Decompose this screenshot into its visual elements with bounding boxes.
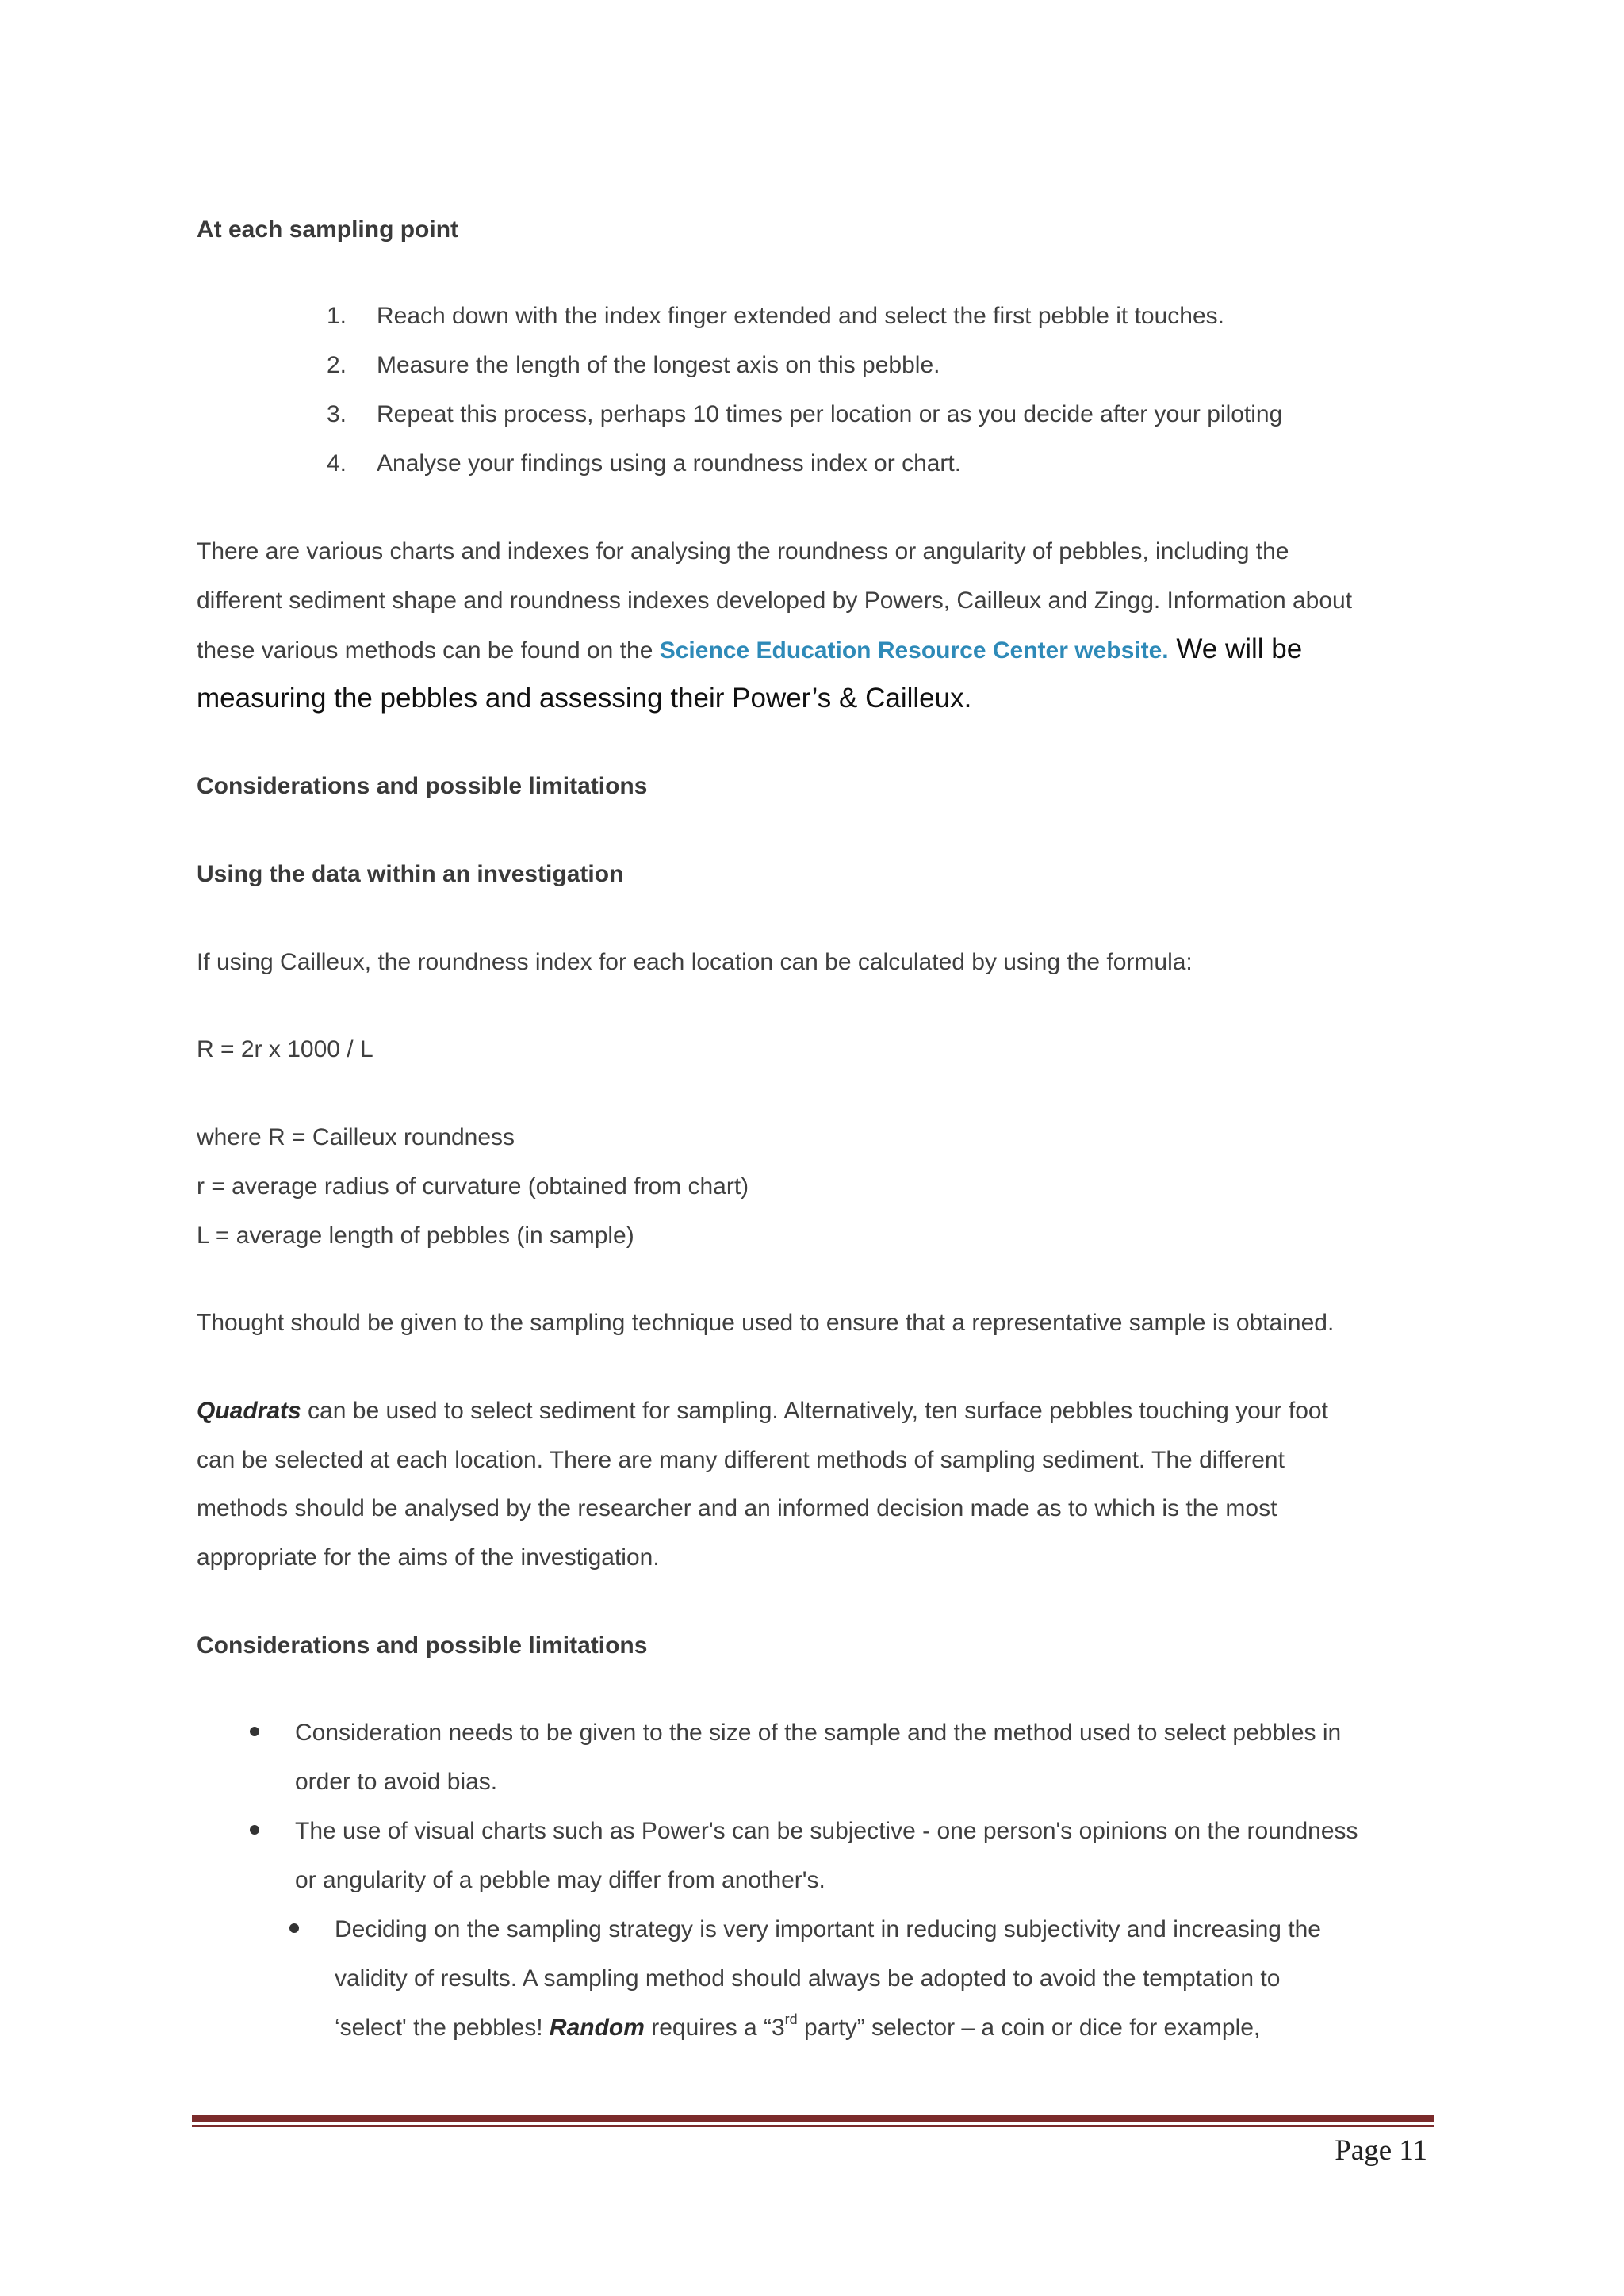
bullet-line: Deciding on the sampling strategy is very important in reducing subjectivity and increasing the — [335, 1916, 1321, 1942]
bullet-text: ‘select' the pebbles! — [335, 2015, 550, 2041]
page-number: Page 11 — [1335, 2134, 1427, 2167]
bullet-icon — [250, 1825, 259, 1835]
footer-rule-thin — [192, 2125, 1434, 2127]
step-number: 2. — [327, 352, 347, 378]
step-number: 3. — [327, 401, 347, 427]
emphasis-term: Quadrats — [197, 1398, 301, 1424]
step-text: Analyse your findings using a roundness index or chart. — [377, 450, 962, 476]
emphasis-term: Random — [549, 2015, 645, 2041]
definition-line: L = average length of pebbles (in sample) — [197, 1223, 634, 1249]
bullet-text: requires a “3 — [644, 2015, 785, 2041]
paragraph-text: We will be — [1168, 633, 1303, 664]
bullet-line: validity of results. A sampling method should always be adopted to avoid the temptation to — [335, 1965, 1281, 1992]
superscript: rd — [784, 2011, 798, 2027]
bullet-line: Consideration needs to be given to the size of the sample and the method used to select pebbles in — [295, 1720, 1342, 1746]
bullet-icon — [289, 1923, 299, 1933]
thought-line: Thought should be given to the sampling technique used to ensure that a representative sample is obtained. — [197, 1310, 1335, 1336]
heading-using-data: Using the data within an investigation — [197, 861, 624, 887]
paragraph-line: appropriate for the aims of the investigation. — [197, 1544, 660, 1571]
step-text: Measure the length of the longest axis on this pebble. — [377, 352, 940, 378]
serc-website-link[interactable]: Science Education Resource Center website. — [659, 637, 1169, 664]
step-number: 1. — [327, 303, 347, 329]
step-text: Reach down with the index finger extended and select the first pebble it touches. — [377, 303, 1224, 329]
definition-line: r = average radius of curvature (obtained from chart) — [197, 1173, 749, 1200]
paragraph-line: There are various charts and indexes for analysing the roundness or angularity of pebbles, including the — [197, 538, 1289, 564]
definition-line: where R = Cailleux roundness — [197, 1124, 515, 1150]
bullet-line — [335, 2003, 1260, 2053]
heading-sampling-point: At each sampling point — [197, 216, 459, 243]
bullet-line: The use of visual charts such as Power's can be subjective - one person's opinions on the roundness — [295, 1818, 1358, 1844]
bullet-icon — [250, 1727, 259, 1736]
paragraph-line — [197, 625, 1302, 675]
step-text: Repeat this process, perhaps 10 times per location or as you decide after your piloting — [377, 401, 1283, 427]
paragraph-text: these various methods can be found on the — [197, 637, 660, 664]
bullet-line: order to avoid bias. — [295, 1769, 498, 1795]
paragraph-line — [197, 1387, 1328, 1436]
bullet-line: or angularity of a pebble may differ from another's. — [295, 1867, 825, 1893]
paragraph-line: methods should be analysed by the researcher and an informed decision made as to which is the most — [197, 1495, 1277, 1521]
document-page — [197, 0, 1434, 2296]
step-number: 4. — [327, 450, 347, 476]
heading-considerations: Considerations and possible limitations — [197, 1632, 648, 1659]
paragraph-text: can be used to select sediment for sampling. Alternatively, ten surface pebbles touching your foot — [301, 1398, 1328, 1424]
bullet-text: party” selector – a coin or dice for example, — [797, 2015, 1261, 2041]
cailleux-intro: If using Cailleux, the roundness index for each location can be calculated by using the formula: — [197, 949, 1193, 975]
paragraph-line: measuring the pebbles and assessing their Power’s & Cailleux. — [197, 683, 972, 714]
paragraph-line: can be selected at each location. There are many different methods of sampling sediment. The different — [197, 1447, 1285, 1473]
footer-rule — [192, 2115, 1434, 2122]
paragraph-line: different sediment shape and roundness indexes developed by Powers, Cailleux and Zingg. Information about — [197, 587, 1353, 614]
heading-considerations: Considerations and possible limitations — [197, 773, 648, 799]
formula: R = 2r x 1000 / L — [197, 1036, 373, 1062]
